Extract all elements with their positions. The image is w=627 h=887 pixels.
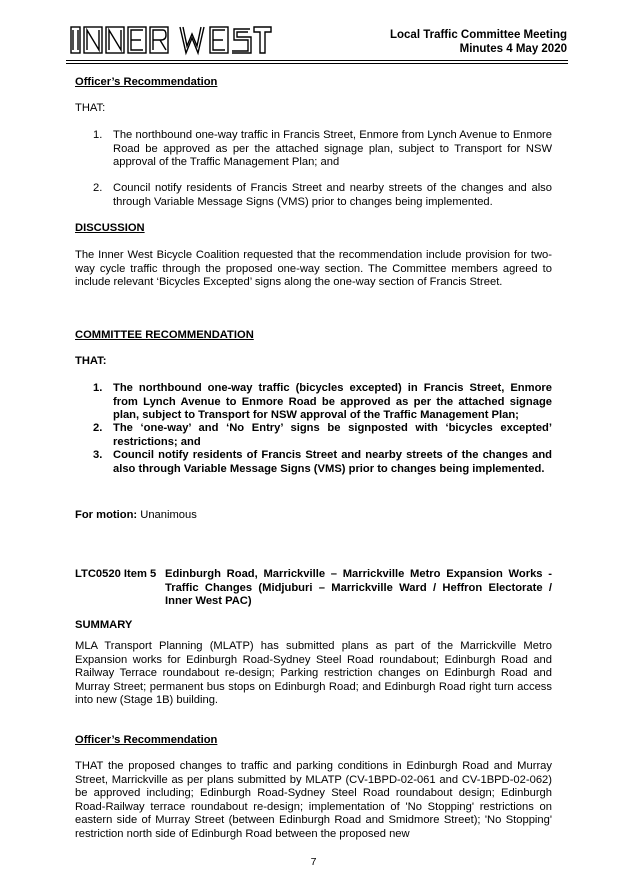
motion-label: For motion: bbox=[75, 509, 138, 521]
list-text: The northbound one-way traffic (bicycles excepted) in Francis Street, Enmore from Lynch Avenue to Enmore Road be approved as per the attached signage plan, subject to Transport for NSW approval of the Traffic Management Plan; bbox=[113, 382, 552, 421]
list-text: Council notify residents of Francis Street and nearby streets of the changes and also through Variable Message Signs (VMS) prior to changes being implemented. bbox=[113, 449, 552, 475]
discussion-text: The Inner West Bicycle Coalition requested that the recommendation include provision for two-way cycle traffic through the proposed one-way section. The Committee members agreed to include relevant ‘Bicycles Excepted’ signs along the one-way section of Francis Street. bbox=[75, 249, 552, 288]
item-title: Edinburgh Road, Marrickville – Marrickville Metro Expansion Works - Traffic Changes (Midjuburi – Marrickville Ward / Heffron Electorate / Inner West PAC) bbox=[165, 568, 552, 607]
page-number: 7 bbox=[310, 856, 317, 868]
list-text: The northbound one-way traffic in Francis Street, Enmore from Lynch Avenue to Enmore Road be approved as per the attached signage plan, subject to Transport for NSW approval of the Traffic Management Plan; and bbox=[113, 129, 552, 168]
header-rule-top bbox=[66, 60, 568, 61]
list-number: 2. bbox=[93, 182, 103, 194]
inner-west-logo bbox=[70, 24, 272, 56]
header-meeting-info bbox=[390, 28, 567, 56]
list-number: 1. bbox=[93, 382, 103, 394]
list-number: 1. bbox=[93, 129, 103, 141]
officers-recommendation-text: THAT the proposed changes to traffic and parking conditions in Edinburgh Road and Murray Street, Marrickville as per plans submitted by MLATP (CV-1BPD-02-061 and CV-1BPD-02-062) be approved including; Edinburgh Road-Sydney Steel Road roundabout design; Edinburgh Road-Railway terrace roundabout re-design; implementation of 'No Stopping' restrictions on eastern side of Murray Street (between Edinburgh Road and Smidmore Street); 'No Stopping' restriction north side of Edinburgh Road between the proposed new bbox=[75, 760, 552, 840]
meeting-title: Local Traffic Committee Meeting bbox=[389, 29, 567, 41]
list-item bbox=[93, 449, 552, 476]
summary-heading: SUMMARY bbox=[75, 619, 133, 631]
list-number: 3. bbox=[93, 449, 103, 461]
list-item bbox=[93, 129, 552, 170]
discussion-heading: DISCUSSION bbox=[75, 222, 145, 234]
header-rule-bottom bbox=[66, 63, 568, 64]
list-item bbox=[93, 422, 552, 449]
list-number: 2. bbox=[93, 422, 103, 434]
motion-value: Unanimous bbox=[140, 509, 197, 521]
item-code: LTC0520 Item 5 bbox=[75, 568, 157, 580]
list-text: Council notify residents of Francis Street and nearby streets of the changes and also through Variable Message Signs (VMS) prior to changes being implemented. bbox=[113, 182, 552, 208]
motion-line bbox=[75, 509, 552, 523]
summary-text: MLA Transport Planning (MLATP) has submitted plans as part of the Marrickville Metro Expansion works for Edinburgh Road-Sydney Steel Road roundabout; Edinburgh Road and Railway Terrace roundabout re-design; Parking restriction changes on Edinburgh Road and Murray Street; permanent bus stops on Edinburgh Road; and Edinburgh Road right turn access into new (Stage 1B) building. bbox=[75, 640, 552, 706]
list-text: The ‘one-way’ and ‘No Entry’ signs be signposted with ‘bicycles excepted’ restrictions; and bbox=[113, 422, 552, 448]
officers-recommendation-heading: Officer’s Recommendation bbox=[75, 76, 218, 88]
list-item bbox=[93, 382, 552, 423]
that-label: THAT: bbox=[75, 102, 106, 114]
officers-recommendation-heading: Officer’s Recommendation bbox=[75, 734, 218, 746]
committee-that-label: THAT: bbox=[75, 355, 107, 367]
committee-recommendation-heading: COMMITTEE RECOMMENDATION bbox=[75, 329, 254, 341]
list-item bbox=[93, 182, 552, 209]
meeting-date: Minutes 4 May 2020 bbox=[459, 43, 567, 55]
